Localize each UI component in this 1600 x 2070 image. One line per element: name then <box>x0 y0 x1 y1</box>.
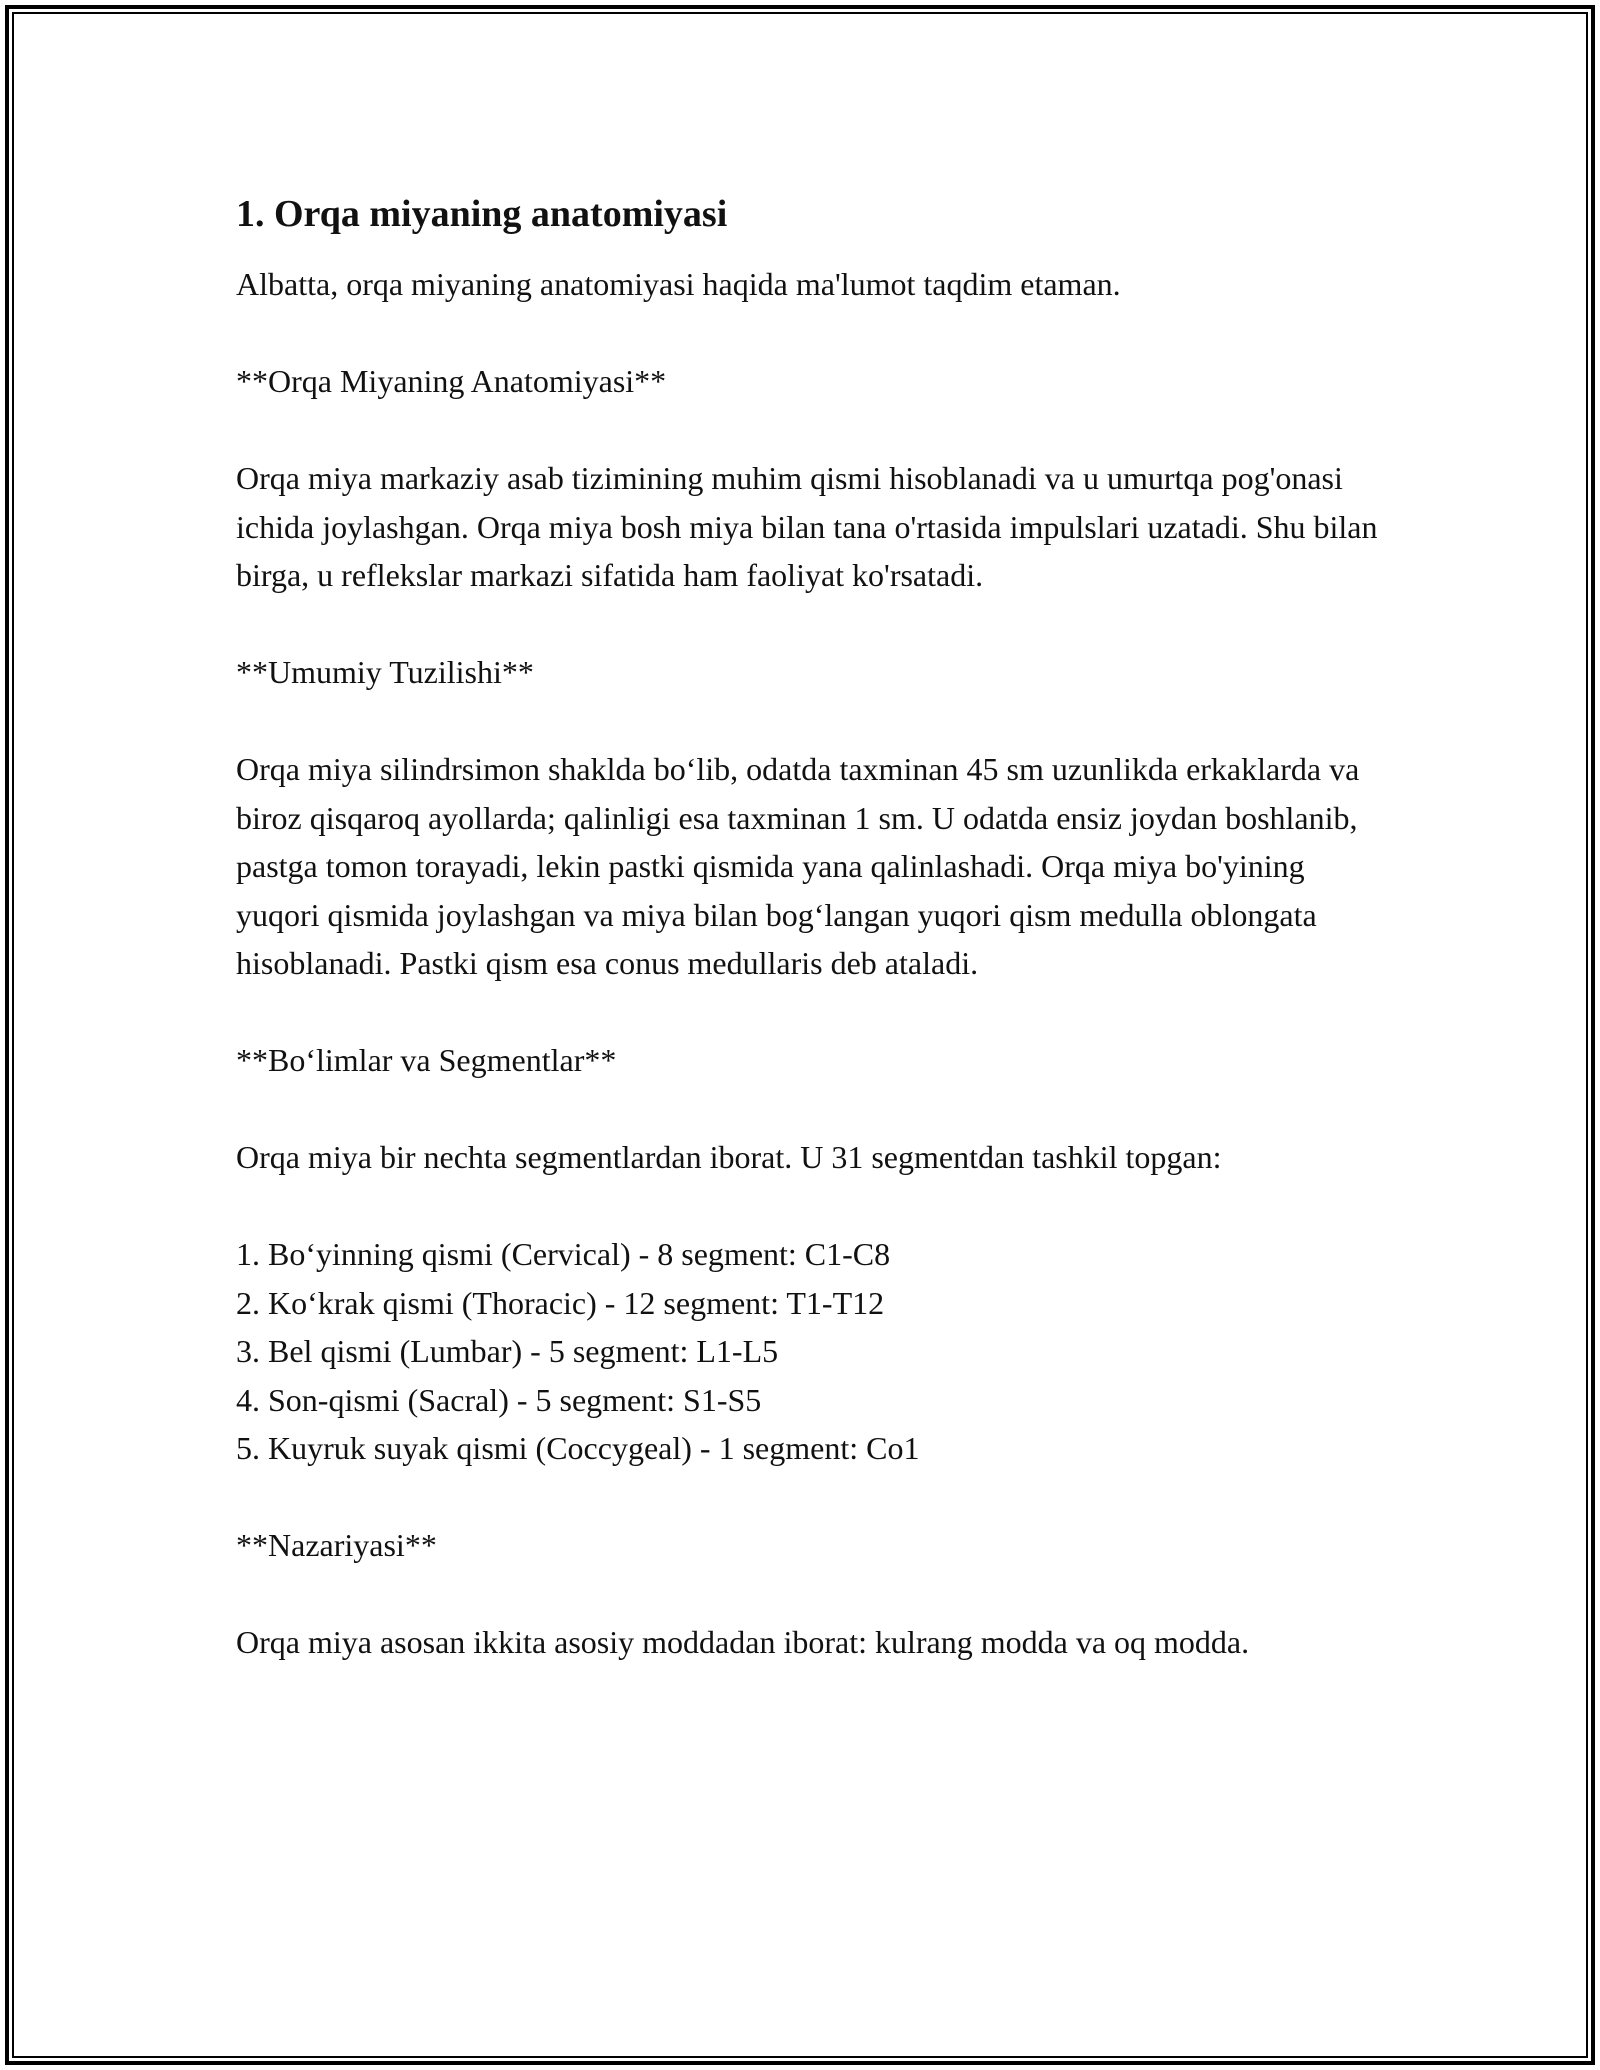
section-paragraph-segments: Orqa miya bir nechta segmentlardan iborat. U 31 segmentdan tashkil topgan: <box>236 1139 1222 1175</box>
section-paragraph-structure: Orqa miya silindrsimon shaklda bo‘lib, odatda taxminan 45 sm uzunlikda erkaklarda va biroz qisqaroq ayollarda; qalinligi esa taxminan 1 sm. U odatda ensiz joydan boshlanib, pastga tomon torayadi, lekin pastki qismida yana qalinlashadi. Orqa miya bo'yining yuqori qismida joylashgan va miya bilan bog‘langan yuqori qism medulla oblongata hisoblanadi. Pastki qism esa conus medullaris deb ataladi. <box>236 751 1360 981</box>
section-heading-segments: **Bo‘limlar va Segmentlar** <box>236 1042 617 1078</box>
list-item: 5. Kuyruk suyak qismi (Coccygeal) - 1 segment: Co1 <box>236 1430 920 1466</box>
list-item: 2. Ko‘krak qismi (Thoracic) - 12 segment: T1-T12 <box>236 1284 885 1321</box>
list-item: 1. Bo‘yinning qismi (Cervical) - 8 segment: C1-C8 <box>236 1236 891 1272</box>
document-title: 1. Orqa miyaning anatomiyasi <box>236 193 728 235</box>
intro-paragraph: Albatta, orqa miyaning anatomiyasi haqida ma'lumot taqdim etaman. <box>236 266 1121 302</box>
section-paragraph-theory: Orqa miya asosan ikkita asosiy moddadan iborat: kulrang modda va oq modda. <box>236 1624 1250 1660</box>
section-heading-anatomy: **Orqa Miyaning Anatomiyasi** <box>236 363 667 399</box>
segments-list <box>236 1230 1396 1473</box>
section-heading-theory: **Nazariyasi** <box>236 1527 437 1563</box>
section-heading-structure: **Umumiy Tuzilishi** <box>236 654 534 690</box>
list-item: 4. Son-qismi (Sacral) - 5 segment: S1-S5 <box>236 1381 762 1418</box>
section-paragraph-anatomy: Orqa miya markaziy asab tizimining muhim qismi hisoblanadi va u umurtqa pog'onasi ichida joylashgan. Orqa miya bosh miya bilan tana o'rtasida impulslari uzatadi. Shu bilan birga, u reflekslar markazi sifatida ham faoliyat ko'rsatadi. <box>236 460 1378 593</box>
list-item: 3. Bel qismi (Lumbar) - 5 segment: L1-L5 <box>236 1333 779 1369</box>
document-body <box>236 188 1396 1667</box>
